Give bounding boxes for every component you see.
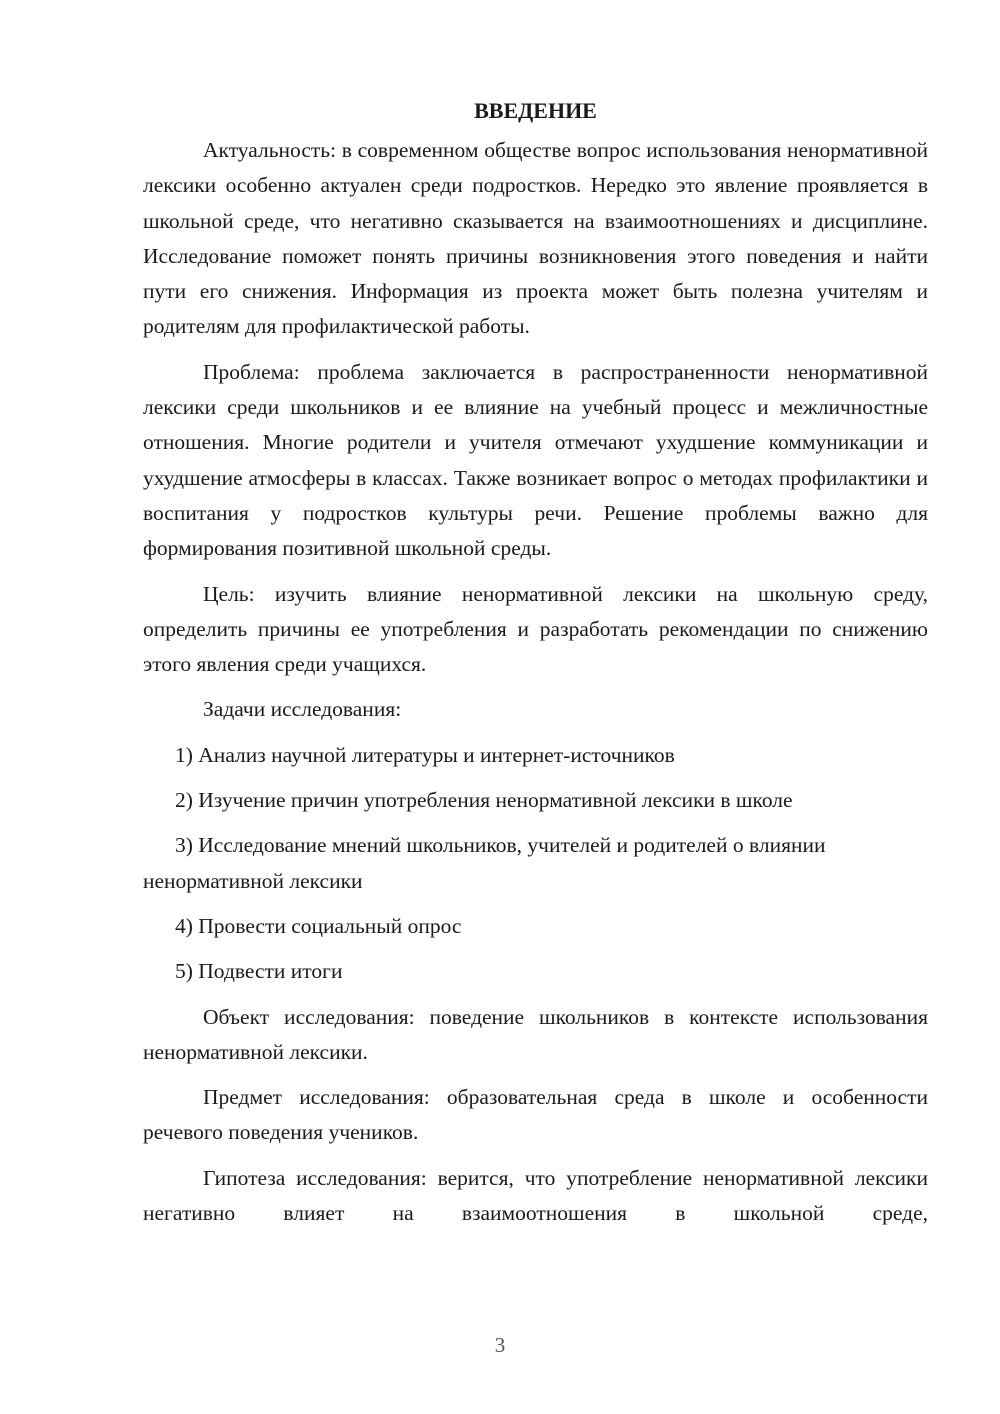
subject-paragraph: Предмет исследования: образовательная среда в школе и особенности речевого поведения учеников. xyxy=(143,1085,928,1145)
task-item-3: 3) Исследование мнений школьников, учителей и родителей о влиянии ненормативной лексики xyxy=(143,833,826,893)
page-title: ВВЕДЕНИЕ xyxy=(474,98,597,123)
relevance-paragraph: Актуальность: в современном обществе вопрос использования ненормативной лексики особенно актуален среди подростков. Нередко это явление проявляется в школьной среде, что негативно сказывается на взаимоотношениях и дисциплине. Исследование поможет понять причины возникновения этого поведения и найти пути его снижения. Информация из проекта может быть полезна учителям и родителям для профилактической работы. xyxy=(143,138,928,339)
document-page xyxy=(143,93,928,1231)
page-number: 3 xyxy=(494,1333,506,1357)
goal-paragraph: Цель: изучить влияние ненормативной лексики на школьную среду, определить причины ее употребления и разработать рекомендации по снижению этого явления среди учащихся. xyxy=(143,581,928,677)
task-item-1: 1) Анализ научной литературы и интернет-источников xyxy=(175,742,675,767)
hypothesis-paragraph: Гипотеза исследования: верится, что употребление ненормативной лексики негативно влияет на взаимоотношения в школьной среде, xyxy=(143,1165,928,1226)
problem-paragraph: Проблема: проблема заключается в распространенности ненормативной лексики среди школьников и ее влияние на учебный процесс и межличностные отношения. Многие родители и учителя отмечают ухудшение коммуникации и ухудшение атмосферы в классах. Также возникает вопрос о методах профилактики и воспитания у подростков культуры речи. Решение проблемы важно для формирования позитивной школьной среды. xyxy=(143,359,928,561)
task-item-4: 4) Провести социальный опрос xyxy=(175,913,462,938)
tasks-heading: Задачи исследования: xyxy=(203,697,402,722)
task-item-5: 5) Подвести итоги xyxy=(175,959,343,984)
object-paragraph: Объект исследования: поведение школьников в контексте использования ненормативной лексики. xyxy=(143,1004,928,1064)
task-item-2: 2) Изучение причин употребления ненормативной лексики в школе xyxy=(175,788,793,813)
